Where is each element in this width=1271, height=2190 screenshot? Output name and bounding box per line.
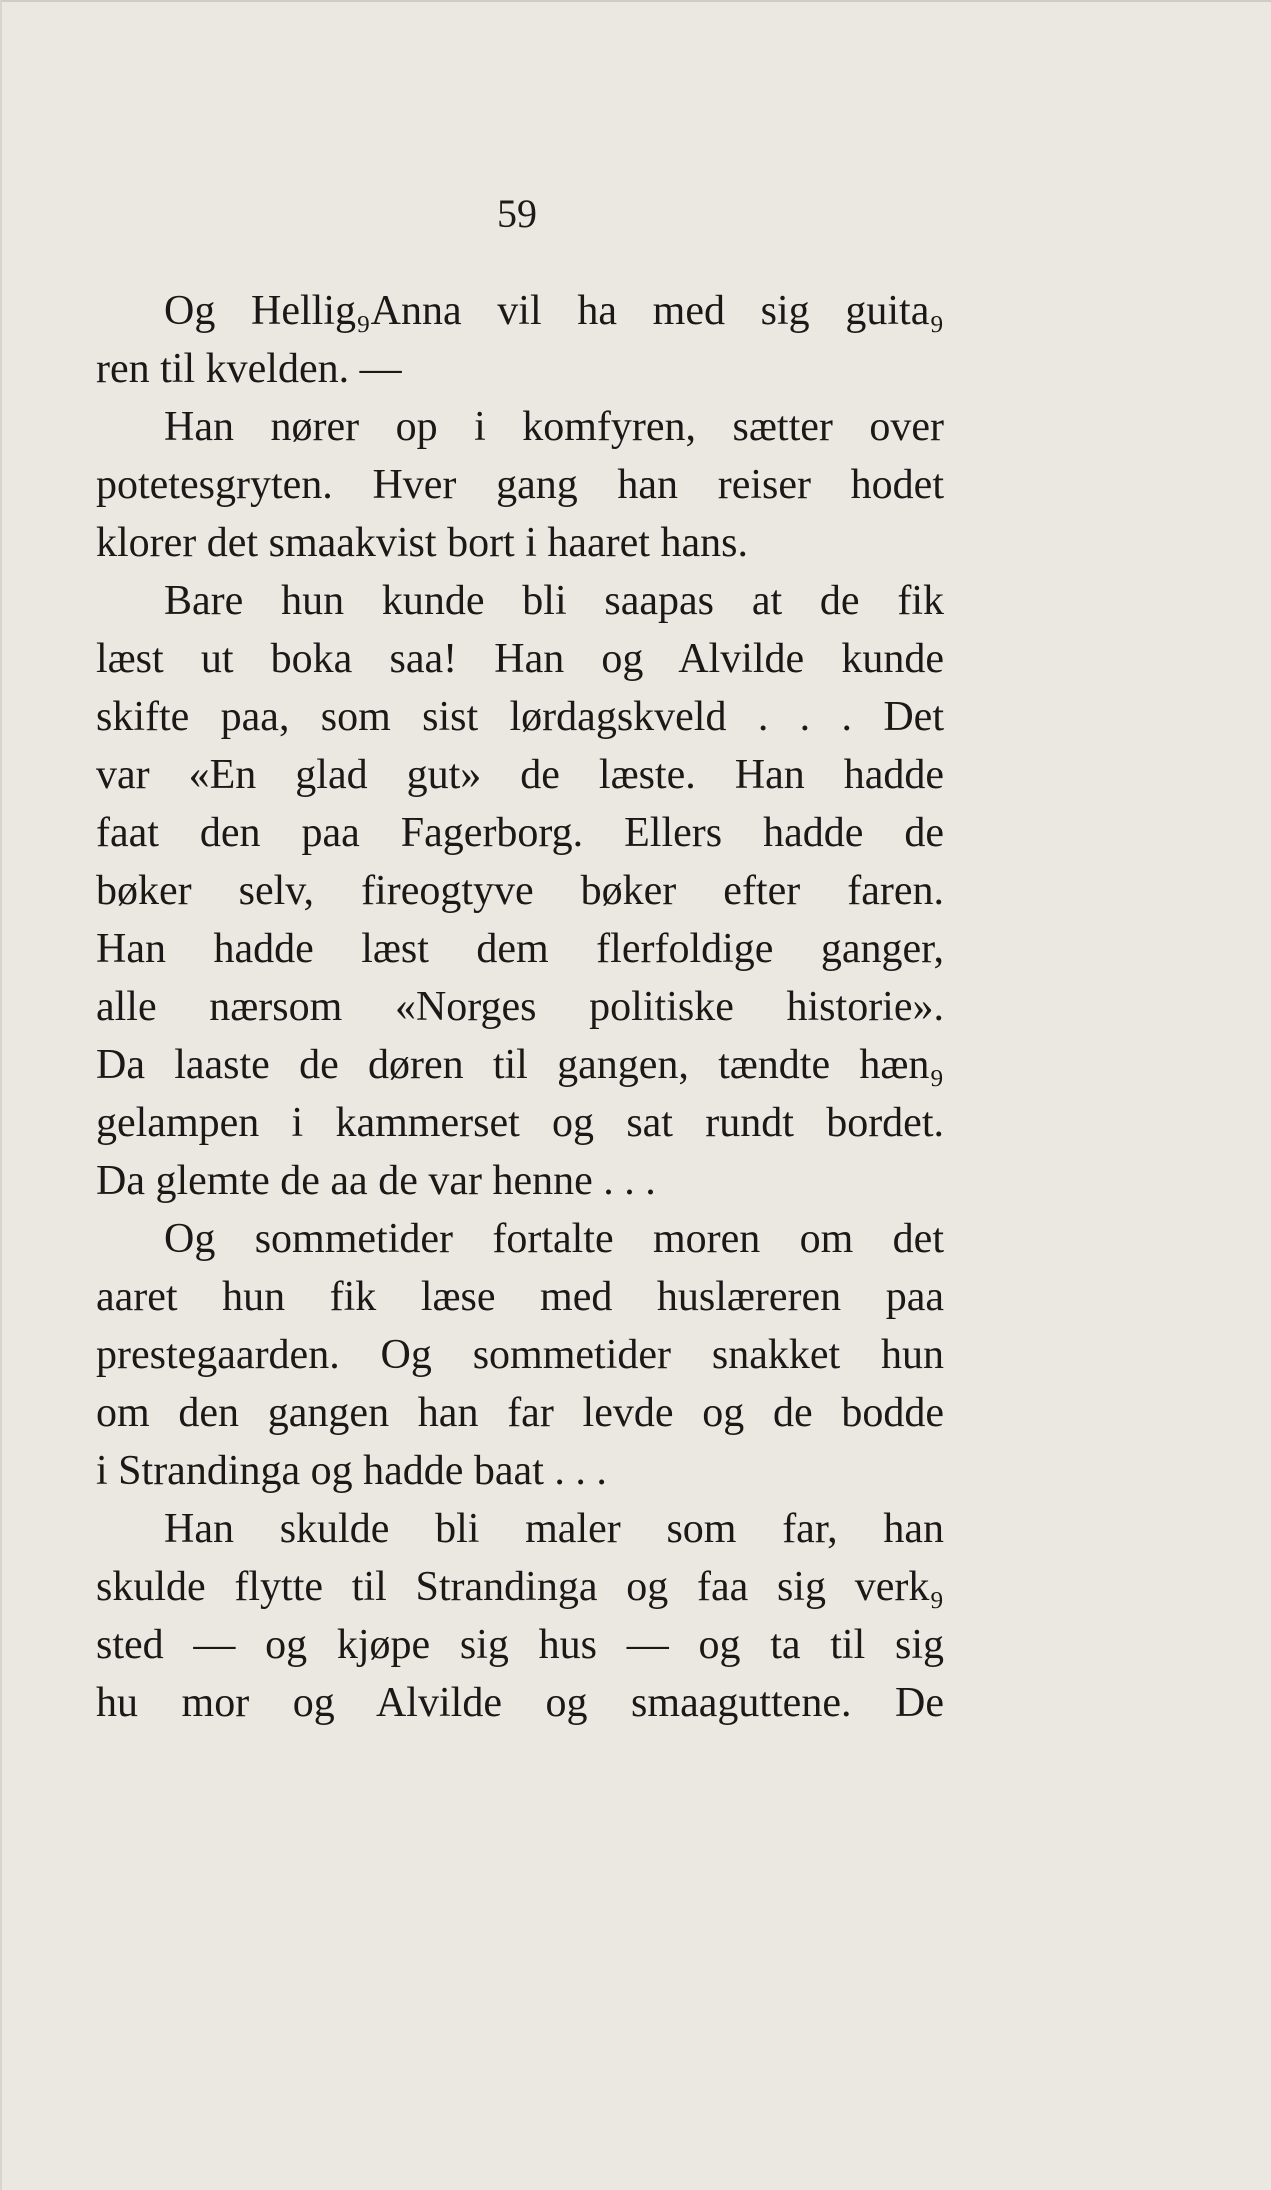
text-line: potetesgryten. Hver gang han reiser hodet <box>96 462 944 508</box>
text-line: Og Hellig₉Anna vil ha med sig guita₉ <box>164 288 944 334</box>
body-text <box>96 282 944 1732</box>
text-line: aaret hun fik læse med huslæreren paa <box>96 1274 944 1320</box>
text-line: Da laaste de døren til gangen, tændte hæn₉ <box>96 1042 944 1088</box>
text-line: Da glemte de aa de var henne . . . <box>96 1158 656 1204</box>
text-line: var «En glad gut» de læste. Han hadde <box>96 752 944 798</box>
text-line: Bare hun kunde bli saapas at de fik <box>164 578 944 624</box>
text-line: Han hadde læst dem flerfoldige ganger, <box>96 926 944 972</box>
text-line: klorer det smaakvist bort i haaret hans. <box>96 520 748 566</box>
text-line: faat den paa Fagerborg. Ellers hadde de <box>96 810 944 856</box>
text-line: hu mor og Alvilde og smaaguttene. De <box>96 1680 944 1726</box>
text-line: prestegaarden. Og sommetider snakket hun <box>96 1332 944 1378</box>
text-line: alle nærsom «Norges politiske historie». <box>96 984 944 1030</box>
text-line: om den gangen han far levde og de bodde <box>96 1390 944 1436</box>
text-line: læst ut boka saa! Han og Alvilde kunde <box>96 636 944 682</box>
text-line: Han nører op i komfyren, sætter over <box>164 404 944 450</box>
text-line: bøker selv, fireogtyve bøker efter faren. <box>96 868 944 914</box>
page-number: 59 <box>497 191 537 236</box>
text-line: ren til kvelden. — <box>96 346 402 392</box>
text-line: sted — og kjøpe sig hus — og ta til sig <box>96 1622 944 1668</box>
text-line: gelampen i kammerset og sat rundt bordet. <box>96 1100 944 1146</box>
text-line: Og sommetider fortalte moren om det <box>164 1216 944 1262</box>
text-line: skulde flytte til Strandinga og faa sig verk₉ <box>96 1564 944 1610</box>
text-line: Han skulde bli maler som far, han <box>164 1506 944 1552</box>
text-line: skifte paa, som sist lørdagskveld . . . Det <box>96 694 944 740</box>
text-line: i Strandinga og hadde baat . . . <box>96 1448 607 1494</box>
